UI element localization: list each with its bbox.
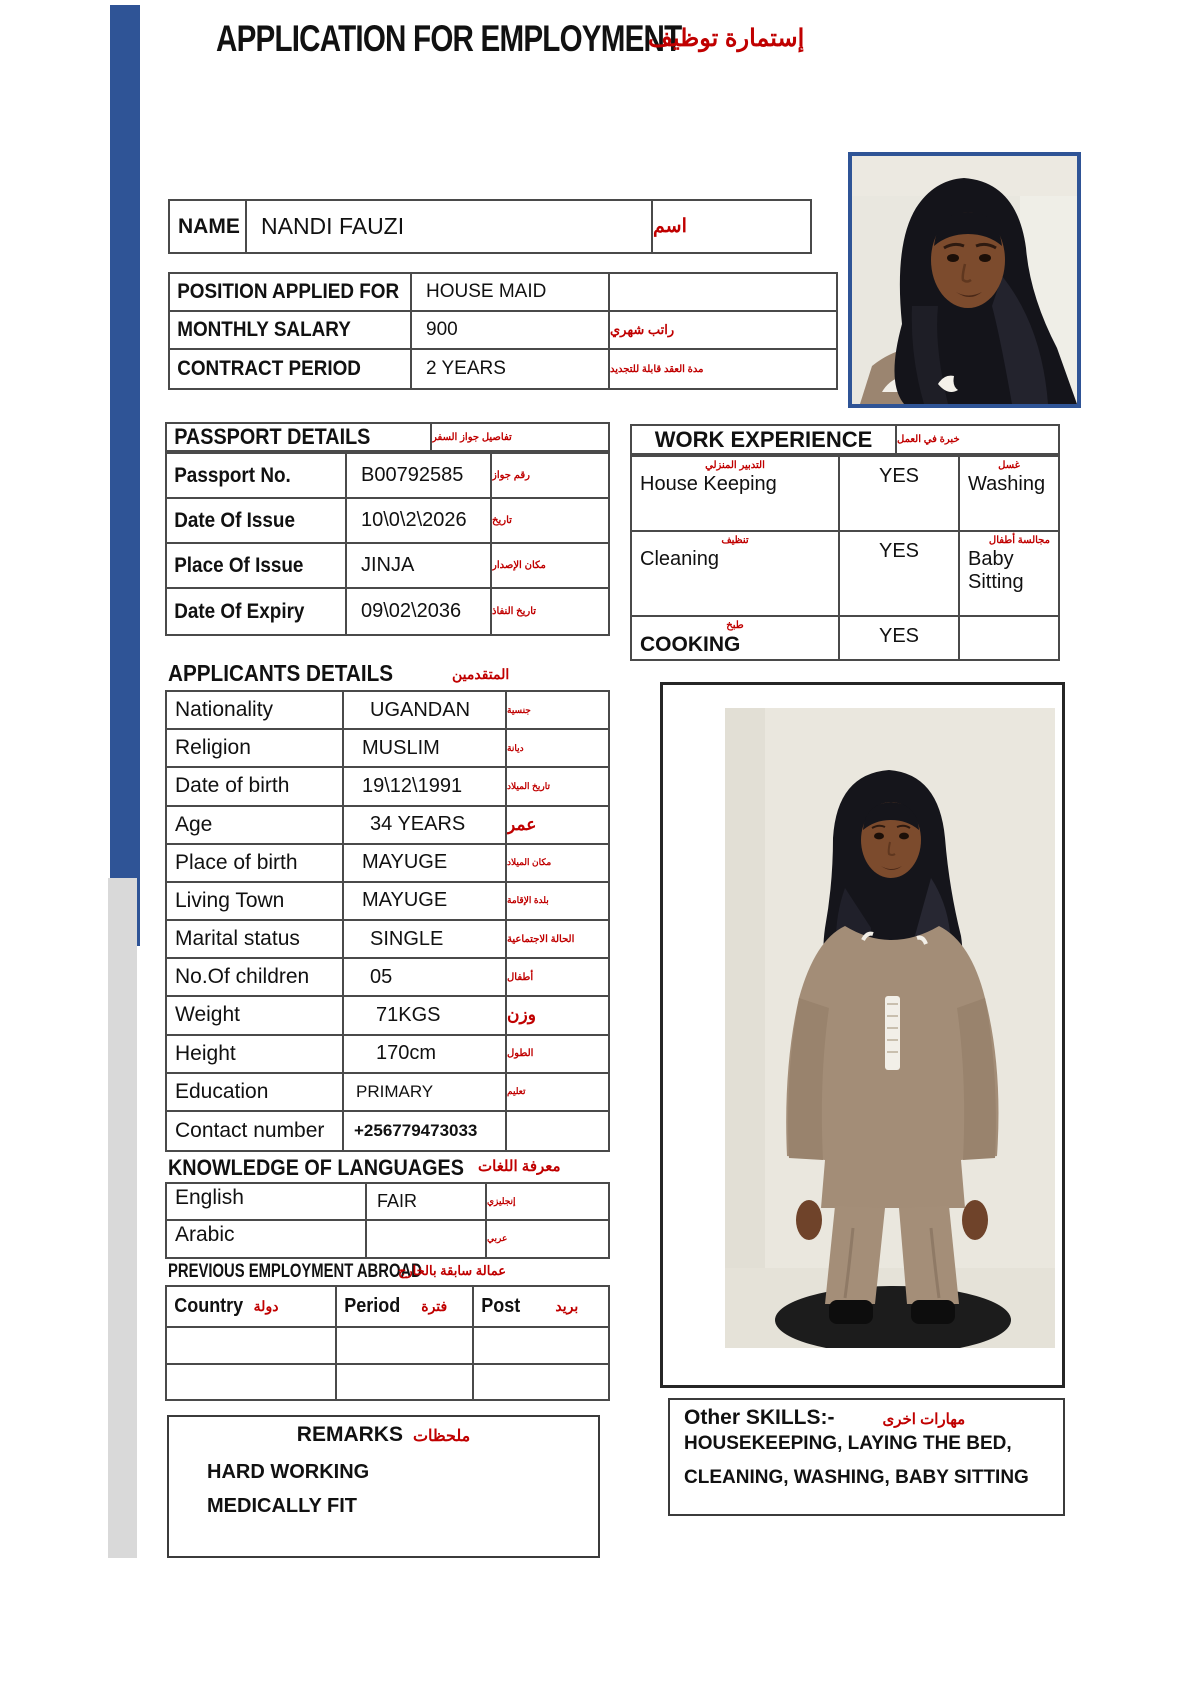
salary-value: 900 bbox=[426, 319, 458, 340]
arabic-value-cell bbox=[367, 1221, 487, 1258]
passport-table bbox=[165, 452, 610, 636]
weight-value-cell bbox=[344, 997, 507, 1035]
country-header: Country bbox=[174, 1295, 244, 1317]
work-header-table bbox=[630, 424, 1060, 455]
position-label-cell bbox=[170, 274, 412, 312]
left-gray-bar bbox=[108, 878, 137, 1558]
children-value: 05 bbox=[370, 965, 393, 988]
salary-label: MONTHLY SALARY bbox=[177, 318, 351, 341]
languages-header-row bbox=[168, 1155, 497, 1181]
passport-no-label-cell bbox=[167, 454, 347, 499]
expiry-date-label-cell bbox=[167, 589, 347, 634]
dob-label: Date of birth bbox=[175, 774, 290, 798]
age-label-cell bbox=[167, 807, 344, 845]
position-arabic-cell bbox=[610, 274, 836, 312]
height-arabic: الطول bbox=[507, 1036, 608, 1074]
dob-label-cell bbox=[167, 768, 344, 806]
marital-label: Marital status bbox=[175, 927, 300, 951]
nationality-arabic: جنسية bbox=[507, 692, 608, 730]
name-value-cell bbox=[247, 201, 653, 252]
dob-value-cell bbox=[344, 768, 507, 806]
religion-value: MUSLIM bbox=[362, 736, 440, 759]
babysitting-cell bbox=[960, 532, 1058, 617]
country-header-cell bbox=[167, 1287, 337, 1328]
children-label-cell bbox=[167, 959, 344, 997]
previous-row2-country bbox=[167, 1365, 337, 1399]
religion-value-cell bbox=[344, 730, 507, 768]
name-table bbox=[168, 199, 812, 254]
passport-header-cell bbox=[167, 424, 432, 450]
languages-header: KNOWLEDGE OF LANGUAGES bbox=[168, 1155, 464, 1180]
name-arabic-cell: اسم bbox=[653, 216, 687, 237]
remark-line-1: HARD WORKING bbox=[207, 1461, 370, 1483]
english-value-cell bbox=[367, 1184, 487, 1221]
education-label-cell bbox=[167, 1074, 344, 1112]
pob-arabic: مكان الميلاد bbox=[507, 845, 608, 883]
issue-date-value-cell bbox=[347, 499, 492, 544]
dob-value: 19\12\1991 bbox=[362, 774, 463, 797]
post-header: Post bbox=[481, 1295, 521, 1317]
position-label: POSITION APPLIED FOR bbox=[177, 280, 400, 303]
cooking-cell bbox=[632, 617, 840, 659]
period-header: Period bbox=[344, 1295, 401, 1317]
contract-label: CONTRACT PERIOD bbox=[177, 357, 361, 380]
marital-label-cell bbox=[167, 921, 344, 959]
issue-place-value: JINJA bbox=[361, 554, 415, 576]
english-label-cell bbox=[167, 1184, 367, 1221]
previous-header: PREVIOUS EMPLOYMENT ABROAD bbox=[168, 1261, 422, 1282]
dob-arabic: تاريخ الميلاد bbox=[507, 768, 608, 806]
languages-header-arabic: معرفة اللغات bbox=[478, 1158, 561, 1175]
cleaning-arabic: تنظيف bbox=[721, 535, 749, 546]
country-header-arabic: دولة bbox=[253, 1298, 279, 1314]
weight-label-cell bbox=[167, 997, 344, 1035]
cleaning-cell bbox=[632, 532, 840, 617]
passport-no-value-cell bbox=[347, 454, 492, 499]
children-arabic: أطفال bbox=[507, 959, 608, 997]
contact-value-cell bbox=[344, 1112, 507, 1150]
marital-value: SINGLE bbox=[370, 927, 444, 950]
period-header-arabic: فترة bbox=[421, 1298, 448, 1314]
full-body-illustration bbox=[725, 708, 1055, 1348]
name-value: NANDI FAUZI bbox=[261, 213, 405, 239]
contact-label: Contact number bbox=[175, 1118, 325, 1142]
previous-row1-country bbox=[167, 1328, 337, 1365]
housekeeping-arabic: التدبير المنزلي bbox=[705, 460, 765, 471]
children-label: No.Of children bbox=[175, 965, 310, 989]
religion-label: Religion bbox=[175, 736, 251, 760]
cooking-label: COOKING bbox=[640, 633, 741, 656]
cooking-arabic: طبخ bbox=[726, 620, 744, 631]
expiry-date-value-cell bbox=[347, 589, 492, 634]
contact-arabic bbox=[507, 1112, 608, 1150]
expiry-date-arabic: تاريخ النفاذ bbox=[492, 606, 537, 617]
contract-value: 2 YEARS bbox=[426, 358, 506, 379]
position-value: HOUSE MAID bbox=[426, 281, 547, 302]
expiry-date-label: Date Of Expiry bbox=[174, 599, 305, 623]
previous-row2-post bbox=[474, 1365, 608, 1399]
left-blue-bar bbox=[110, 5, 140, 878]
work-header-arabic: خبرة في العمل bbox=[897, 434, 960, 445]
washing-arabic: غسل bbox=[998, 460, 1020, 471]
babysitting-label: Baby Sitting bbox=[968, 548, 1024, 593]
cooking-yes: YES bbox=[840, 617, 960, 659]
remarks-box bbox=[167, 1415, 600, 1558]
expiry-date-value: 09\02\2036 bbox=[361, 600, 462, 622]
arabic-label: Arabic bbox=[175, 1222, 235, 1246]
nationality-value: UGANDAN bbox=[370, 698, 471, 721]
contact-label-cell bbox=[167, 1112, 344, 1150]
issue-date-label-cell bbox=[167, 499, 347, 544]
issue-date-label: Date Of Issue bbox=[174, 508, 295, 532]
other-skills-line-1: HOUSEKEEPING, LAYING THE BED, bbox=[684, 1433, 1012, 1454]
passport-no-value: B00792585 bbox=[361, 464, 464, 486]
education-value-cell bbox=[344, 1074, 507, 1112]
height-label: Height bbox=[175, 1041, 236, 1065]
washing-label: Washing bbox=[968, 473, 1046, 495]
housekeeping-cell bbox=[632, 457, 840, 532]
washing-cell bbox=[960, 457, 1058, 532]
contract-label-cell bbox=[170, 350, 412, 388]
other-skills-arabic: مهارات اخرى bbox=[882, 1411, 966, 1428]
english-label: English bbox=[175, 1186, 244, 1209]
issue-place-label: Place Of Issue bbox=[174, 553, 304, 577]
height-label-cell bbox=[167, 1036, 344, 1074]
cleaning-label: Cleaning bbox=[640, 548, 719, 570]
english-value: FAIR bbox=[377, 1190, 418, 1211]
town-label-cell bbox=[167, 883, 344, 921]
education-arabic: تعليم bbox=[507, 1074, 608, 1112]
town-value-cell bbox=[344, 883, 507, 921]
religion-label-cell bbox=[167, 730, 344, 768]
applicants-header-row bbox=[168, 660, 418, 687]
arabic-arabic: عربي bbox=[487, 1233, 508, 1244]
applicant-full-body-photo bbox=[660, 682, 1065, 1388]
salary-arabic-cell: راتب شهري bbox=[610, 312, 836, 350]
other-skills-label: Other SKILLS:- bbox=[684, 1406, 835, 1429]
remarks-header: REMARKS bbox=[296, 1423, 403, 1446]
nationality-label: Nationality bbox=[175, 698, 274, 722]
age-arabic: عمر bbox=[507, 807, 608, 845]
work-table bbox=[630, 455, 1060, 661]
age-value: 34 YEARS bbox=[370, 813, 466, 836]
babysitting-arabic: مجالسة أطفال bbox=[988, 535, 1050, 546]
salary-label-cell bbox=[170, 312, 412, 350]
contract-arabic-cell: مدة العقد قابلة للتجديد bbox=[610, 363, 704, 375]
passport-header: PASSPORT DETAILS bbox=[174, 424, 371, 449]
passport-no-label: Passport No. bbox=[174, 463, 291, 487]
name-label: NAME bbox=[178, 214, 240, 238]
applicants-header-arabic: المتقدمين bbox=[452, 666, 510, 682]
other-skills-title-row bbox=[684, 1406, 1049, 1430]
pob-value: MAYUGE bbox=[362, 851, 448, 874]
applicant-headshot-photo bbox=[848, 152, 1081, 408]
children-value-cell bbox=[344, 959, 507, 997]
weight-label: Weight bbox=[175, 1003, 240, 1027]
issue-place-label-cell bbox=[167, 544, 347, 589]
remark-line-2: MEDICALLY FIT bbox=[207, 1495, 358, 1517]
work-empty-cell bbox=[960, 617, 1058, 659]
town-label: Living Town bbox=[175, 888, 285, 912]
issue-date-value: 10\0\2\2026 bbox=[361, 509, 467, 531]
cleaning-yes: YES bbox=[840, 532, 960, 617]
issue-place-value-cell bbox=[347, 544, 492, 589]
weight-arabic: وزن bbox=[507, 997, 608, 1035]
pob-value-cell bbox=[344, 845, 507, 883]
marital-arabic: الحالة الاجتماعية bbox=[507, 921, 608, 959]
nationality-value-cell bbox=[344, 692, 507, 730]
housekeeping-yes: YES bbox=[840, 457, 960, 532]
page-title: APPLICATION FOR EMPLOYMENT bbox=[216, 18, 682, 59]
age-label: Age bbox=[175, 812, 213, 836]
post-header-arabic: بريد bbox=[555, 1298, 579, 1314]
languages-table bbox=[165, 1182, 610, 1259]
contract-value-cell bbox=[412, 350, 610, 388]
applicants-header: APPLICANTS DETAILS bbox=[168, 660, 394, 686]
previous-row2-period bbox=[337, 1365, 474, 1399]
town-arabic: بلدة الإقامة bbox=[507, 883, 608, 921]
nationality-label-cell bbox=[167, 692, 344, 730]
marital-value-cell bbox=[344, 921, 507, 959]
previous-header-arabic: عمالة سابقة بالخارج bbox=[398, 1263, 506, 1278]
town-value: MAYUGE bbox=[362, 889, 448, 912]
contact-value: +256779473033 bbox=[354, 1120, 478, 1140]
remarks-title-row bbox=[169, 1423, 598, 1447]
education-label: Education bbox=[175, 1079, 269, 1103]
other-skills-line-2: CLEANING, WASHING, BABY SITTING bbox=[684, 1467, 1029, 1488]
height-value-cell bbox=[344, 1036, 507, 1074]
previous-row1-post bbox=[474, 1328, 608, 1365]
passport-header-arabic: تفاصيل جواز السفر bbox=[432, 431, 512, 443]
education-value: PRIMARY bbox=[356, 1081, 434, 1101]
housekeeping-label: House Keeping bbox=[640, 473, 777, 495]
pob-label-cell bbox=[167, 845, 344, 883]
position-table bbox=[168, 272, 838, 390]
work-header-cell bbox=[632, 426, 897, 453]
passport-header-table bbox=[165, 422, 610, 452]
period-header-cell bbox=[337, 1287, 474, 1328]
passport-no-arabic: رقم جواز bbox=[492, 454, 608, 499]
religion-arabic: ديانة bbox=[507, 730, 608, 768]
issue-date-arabic: تاريخ bbox=[492, 499, 608, 544]
salary-value-cell bbox=[412, 312, 610, 350]
position-value-cell bbox=[412, 274, 610, 312]
remarks-header-arabic: ملحظات bbox=[412, 1428, 471, 1445]
age-value-cell bbox=[344, 807, 507, 845]
post-header-cell bbox=[474, 1287, 608, 1328]
work-header: WORK EXPERIENCE bbox=[654, 426, 873, 452]
height-value: 170cm bbox=[376, 1042, 437, 1065]
applicants-table bbox=[165, 690, 610, 1152]
english-arabic: إنجليزي bbox=[487, 1184, 608, 1221]
page-title-arabic: إستمارة توظيف bbox=[648, 25, 805, 52]
previous-row1-period bbox=[337, 1328, 474, 1365]
previous-table bbox=[165, 1285, 610, 1401]
issue-place-arabic: مكان الإصدار bbox=[492, 544, 608, 589]
arabic-label-cell bbox=[167, 1221, 367, 1258]
weight-value: 71KGS bbox=[376, 1003, 441, 1026]
name-label-cell bbox=[170, 201, 247, 252]
pob-label: Place of birth bbox=[175, 850, 298, 874]
other-skills-box bbox=[668, 1398, 1065, 1516]
headshot-illustration bbox=[852, 156, 1077, 404]
